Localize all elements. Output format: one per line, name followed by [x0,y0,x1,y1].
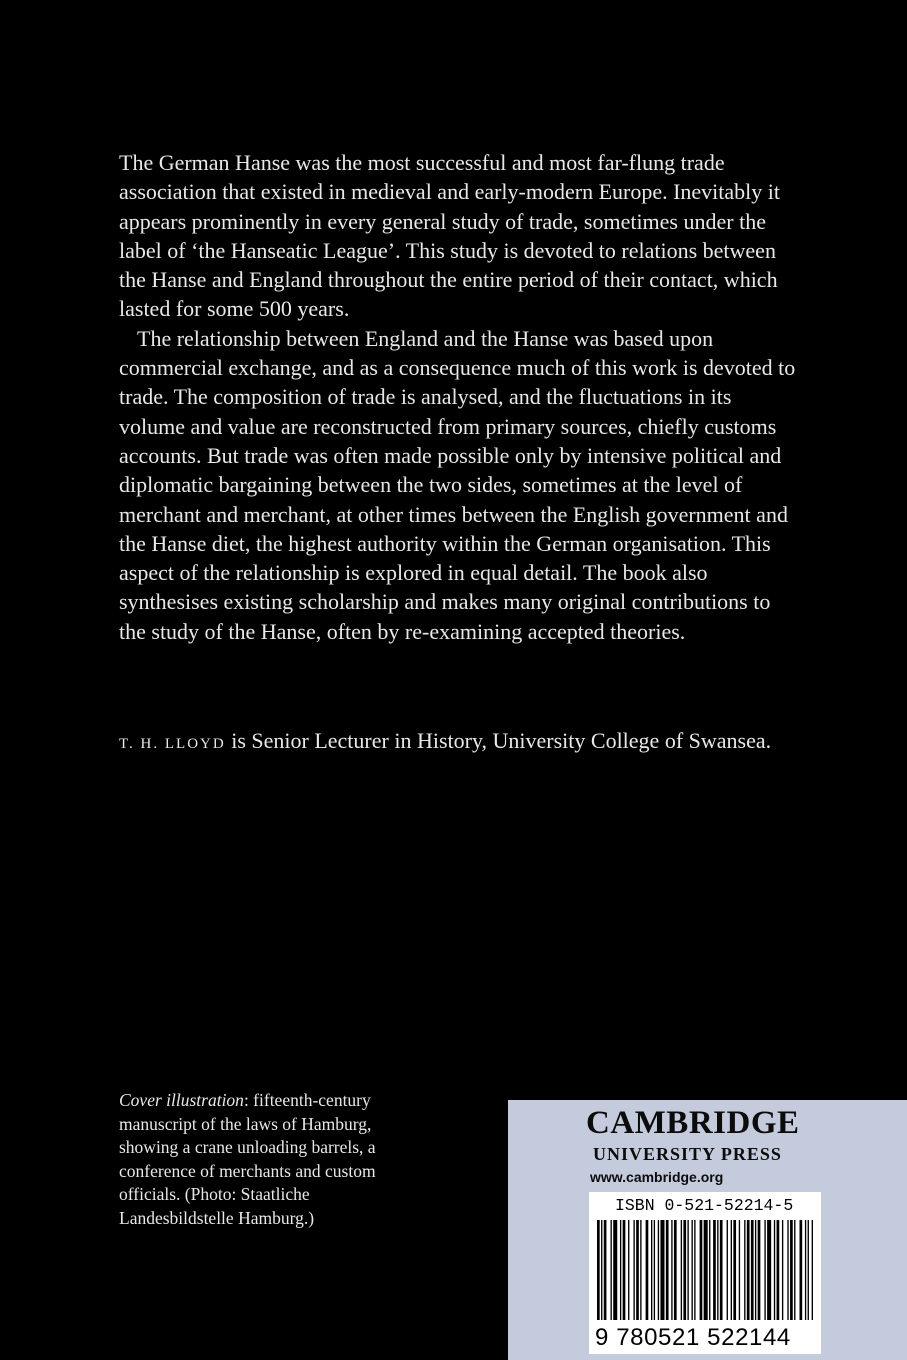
blurb-paragraph-2: The relationship between England and the Hanse was based upon commercial exchange, and as a consequence much of this work is devoted to trade. The composition of trade is analysed, and the fluctuations in its volume and value are reconstructed from primary sources, chiefly customs accounts. But trade was often made possible only by intensive political and diplomatic bargaining between the two sides, sometimes at the level of merchant and merchant, at other times between the English government and the Hanse diet, the highest authority within the German organisation. This aspect of the relationship is explored in equal detail. The book also synthesises existing scholarship and makes many original contributions to the study of the Hanse, often by re-examining accepted theories. [119,325,796,644]
cover-credit-label: Cover illustration [119,1090,244,1110]
publisher-name: CAMBRIDGE [586,1105,800,1141]
author-bio: is Senior Lecturer in History, University College of Swansea. [225,728,772,753]
barcode-icon [589,1220,821,1326]
publisher-panel [508,1100,907,1360]
author-note [119,726,799,759]
publisher-url: www.cambridge.org [590,1169,724,1185]
isbn-text: ISBN 0-521-52214-5 [615,1196,794,1215]
blurb [119,148,799,646]
barcode-digits: 9 780521 522144 [595,1324,791,1351]
publisher-subtitle: UNIVERSITY PRESS [593,1144,782,1164]
cover-illustration-credit [119,1089,409,1230]
author-name: T. H. LLOYD [119,736,226,752]
blurb-paragraph-1: The German Hanse was the most successful and most far-flung trade association that existed in medieval and early-modern Europe. Inevitably it appears prominently in every general study of trade, sometimes under the label of ‘the Hanseatic League’. This study is devoted to relations between the Hanse and England throughout the entire period of their contact, which lasted for some 500 years. [119,150,781,322]
barcode-box [589,1192,821,1354]
cover-credit-text: : fifteenth-century manuscript of the laws of Hamburg, showing a crane unloading barrels, a conference of merchants and custom officials. (Photo: Staatliche Landesbildstelle Hamburg.) [119,1090,376,1228]
